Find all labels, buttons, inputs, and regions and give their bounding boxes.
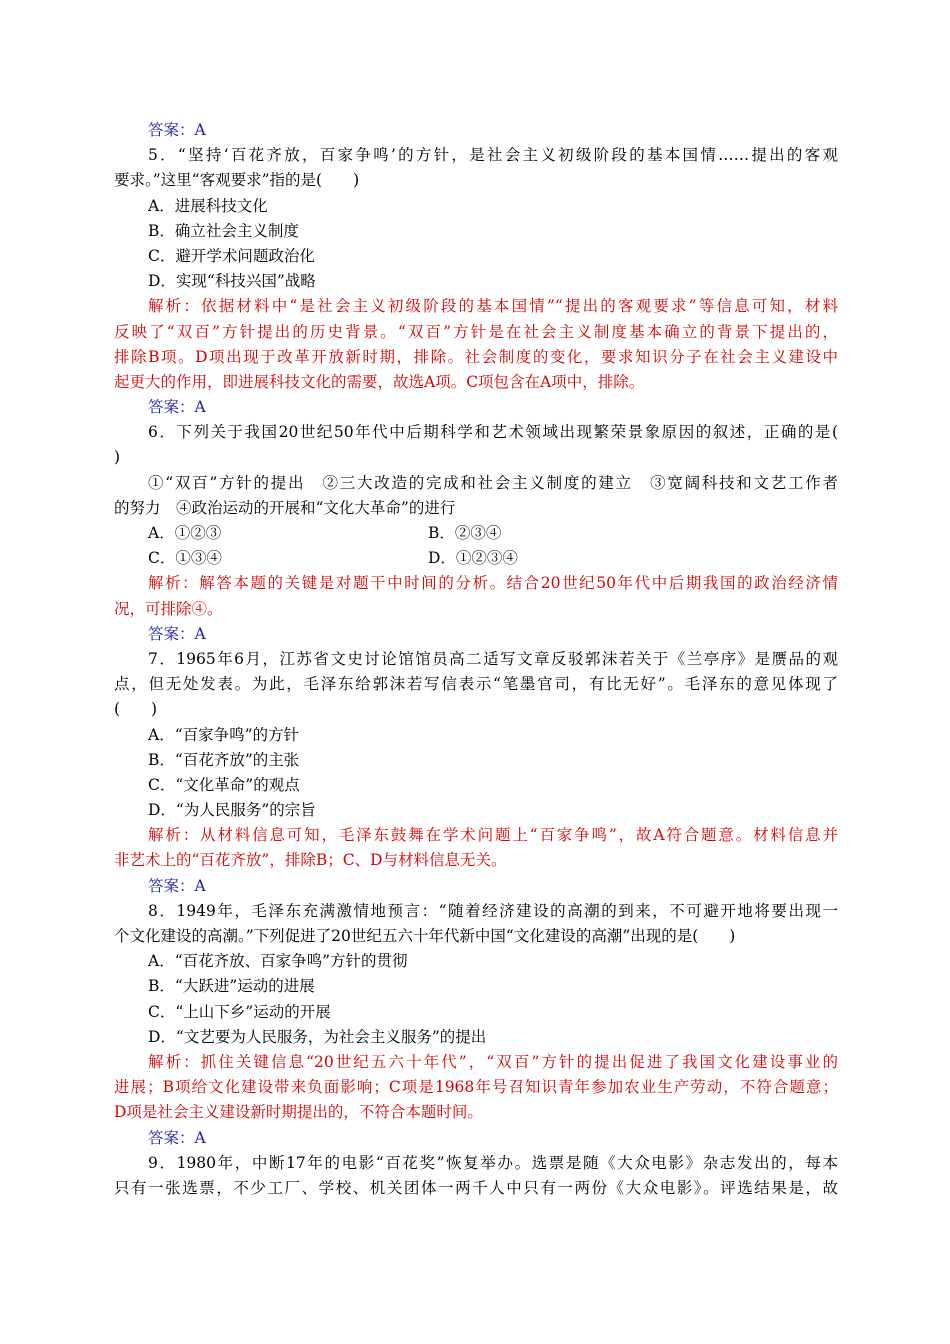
option-pair xyxy=(114,521,838,546)
option-b: B．确立社会主义制度 xyxy=(148,221,299,240)
option-a: A．“百花齐放、百家争鸣”方针的贯彻 xyxy=(148,952,408,971)
analysis-line: 解析：抓住关键信息“20世纪五六十年代”，“双百”方针的提出促进了我国文化建设事业的 xyxy=(148,1052,838,1071)
analysis-line: 非艺术上的“百花齐放”，排除B；C、D与材料信息无关。 xyxy=(114,851,507,870)
option-c: C．“上山下乡”运动的开展 xyxy=(148,1002,331,1021)
question-8 xyxy=(114,899,838,949)
option-d: D．实现“科技兴国”战略 xyxy=(148,272,316,291)
analysis-line: 况，可排除④。 xyxy=(114,599,223,618)
question-6 xyxy=(114,420,838,470)
analysis-line: 进展；B项给文化建设带来负面影响；C项是1968年号召知识青年参加农业生产劳动，不符合题意； xyxy=(114,1078,838,1097)
analysis-line: D项是社会主义建设新时期提出的，不符合本题时间。 xyxy=(114,1103,483,1122)
option-c: C．①③④ xyxy=(148,549,222,568)
option-d: D．“文艺要为人民服务，为社会主义服务”的提出 xyxy=(148,1027,487,1046)
analysis-6 xyxy=(114,571,838,621)
question-line: 8．1949年，毛泽东充满激情地预言：“随着经济建设的高潮的到来，不可避开地将要出现一 xyxy=(148,901,838,920)
analysis-line: 反映了“双百”方针提出的历史背景。“双百”方针是在社会主义制度基本确立的背景下提出的， xyxy=(114,322,838,341)
option-c: C．“文化革命”的观点 xyxy=(148,775,300,794)
question-line: 个文化建设的高潮。”下列促进了20世纪五六十年代新中国“文化建设的高潮”出现的是( ) xyxy=(114,927,736,945)
question-line: 只有一张选票，不少工厂、学校、机关团体一两千人中只有一两份《大众电影》。评选结果是，故 xyxy=(114,1178,838,1197)
question-line: 6．下列关于我国20世纪50年代中后期科学和艺术领域出现繁荣景象原因的叙述，正确的是( xyxy=(148,423,838,442)
analysis-8 xyxy=(114,1050,838,1126)
question-9 xyxy=(114,1151,838,1201)
analysis-line: 解析：从材料信息可知，毛泽东鼓舞在学术问题上“百家争鸣”，故A符合题意。材料信息并 xyxy=(148,826,838,845)
option-a: A．进展科技文化 xyxy=(148,196,268,215)
option-c: C．避开学术问题政治化 xyxy=(148,246,315,265)
option-b: B．“大跃进”运动的进展 xyxy=(148,977,315,996)
statement-line: ①“双百”方针的提出 ②三大改造的完成和社会主义制度的建立 ③宽阔科技和文艺工作者 xyxy=(148,473,838,492)
question-7 xyxy=(114,647,838,723)
answer-line: 答案：A xyxy=(148,624,206,643)
question-line: 要求。”这里“客观要求”指的是( ) xyxy=(114,171,360,190)
option-b: B．“百花齐放”的主张 xyxy=(148,750,300,769)
analysis-7 xyxy=(114,823,838,873)
question-line: ( ) xyxy=(114,700,158,719)
question-line: 7．1965年6月，江苏省文史讨论馆馆员高二适写文章反驳郭沫若关于《兰亭序》是赝品的观 xyxy=(148,649,838,668)
question-line: 点，但无处发表。为此，毛泽东给郭沫若写信表示“笔墨官司，有比无好”。毛泽东的意见体现了 xyxy=(114,675,838,694)
document-page xyxy=(114,118,838,1201)
option-a: A．“百家争鸣”的方针 xyxy=(148,725,300,744)
analysis-line: 解析：依据材料中“是社会主义初级阶段的基本国情”“提出的客观要求”等信息可知，材料 xyxy=(148,297,838,316)
answer-line: 答案：A xyxy=(148,121,206,139)
analysis-line: 起更大的作用，即进展科技文化的需要，故选A项。C项包含在A项中，排除。 xyxy=(114,372,645,391)
answer-line: 答案：A xyxy=(148,1128,206,1147)
analysis-line: 排除B项。D项出现于改革开放新时期，排除。社会制度的变化，要求知识分子在社会主义建设中 xyxy=(114,347,838,366)
analysis-5 xyxy=(114,294,838,395)
question-line: ) xyxy=(114,448,121,467)
option-b: B．②③④ xyxy=(428,524,502,542)
statement-line: 的努力 ④政治运动的开展和“文化大革命”的进行 xyxy=(114,498,456,517)
option-pair xyxy=(114,546,838,571)
option-d: D．“为人民服务”的宗旨 xyxy=(148,801,316,820)
analysis-line: 解析：解答本题的关键是对题干中时间的分析。结合20世纪50年代中后期我国的政治经济情 xyxy=(148,574,838,593)
question-line: 9．1980年，中断17年的电影“百花奖”恢复举办。选票是随《大众电影》杂志发出的，每本 xyxy=(148,1153,838,1172)
option-d: D．①②③④ xyxy=(428,549,518,568)
answer-line: 答案：A xyxy=(148,876,206,895)
question-5 xyxy=(114,143,838,193)
option-a: A．①②③ xyxy=(148,524,222,542)
question-6-statements xyxy=(114,471,838,521)
question-line: 5．“坚持‘百花齐放，百家争鸣’的方针，是社会主义初级阶段的基本国情……提出的客观 xyxy=(148,146,838,165)
answer-line: 答案：A xyxy=(148,398,206,417)
